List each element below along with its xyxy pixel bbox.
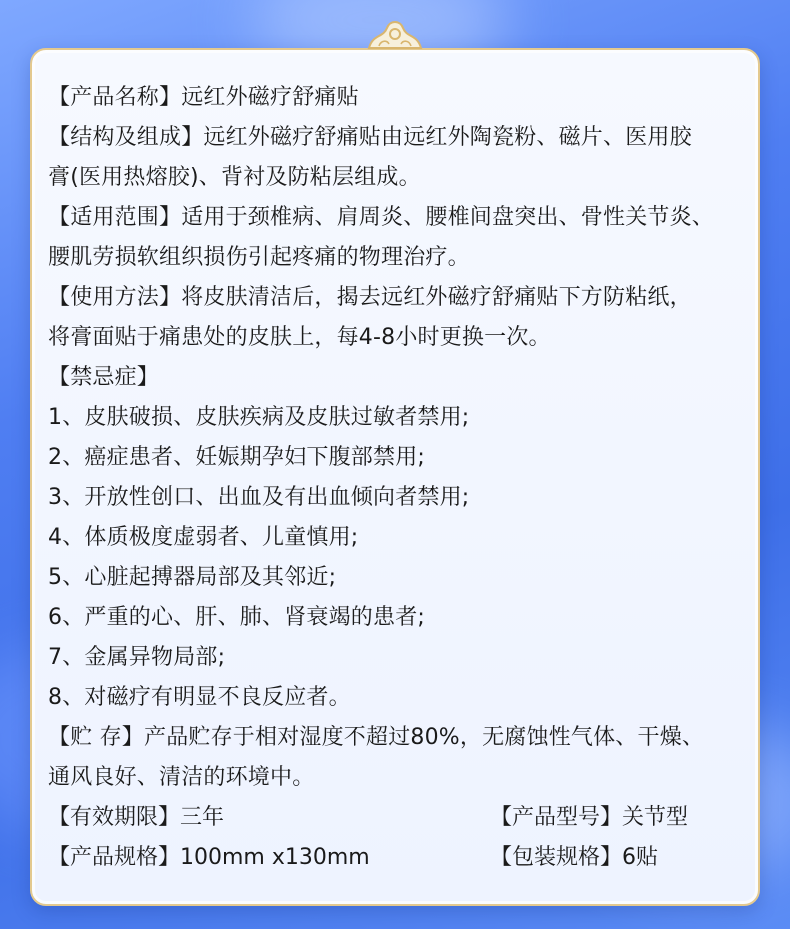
scope-line-2: 腰肌劳损软组织损伤引起疼痛的物理治疗。 <box>48 245 470 270</box>
contraindications-heading: 【禁忌症】 <box>48 365 160 390</box>
storage-line-2: 通风良好、清洁的环境中。 <box>48 765 315 790</box>
contraindication-item: 5、心脏起搏器局部及其邻近; <box>48 565 337 590</box>
package-spec: 【包装规格】6贴 <box>490 845 658 870</box>
contraindication-item: 3、开放性创口、出血及有出血倾向者禁用; <box>48 485 470 510</box>
product-spec: 【产品规格】100mm x130mm <box>48 845 370 870</box>
contraindication-item: 8、对磁疗有明显不良反应者。 <box>48 685 351 710</box>
ornament-icon <box>365 14 425 50</box>
contraindication-item: 6、严重的心、肝、肺、肾衰竭的患者; <box>48 605 426 630</box>
validity-period: 【有效期限】三年 <box>48 805 225 830</box>
scope-line-1: 【适用范围】适用于颈椎病、肩周炎、腰椎间盘突出、骨性关节炎、 <box>48 205 715 230</box>
contraindication-item: 2、癌症患者、妊娠期孕妇下腹部禁用; <box>48 445 426 470</box>
contraindication-item: 1、皮肤破损、皮肤疾病及皮肤过敏者禁用; <box>48 405 470 430</box>
structure-line-2: 膏(医用热熔胶)、背衬及防粘层组成。 <box>48 165 421 190</box>
structure-line-1: 【结构及组成】远红外磁疗舒痛贴由远红外陶瓷粉、磁片、医用胶 <box>48 125 692 150</box>
product-model: 【产品型号】关节型 <box>490 805 689 830</box>
product-name-line: 【产品名称】远红外磁疗舒痛贴 <box>48 85 359 110</box>
usage-line-2: 将膏面贴于痛患处的皮肤上，每4-8小时更换一次。 <box>48 325 551 350</box>
usage-line-1: 【使用方法】将皮肤清洁后，揭去远红外磁疗舒痛贴下方防粘纸， <box>48 285 692 310</box>
storage-line-1: 【贮 存】产品贮存于相对湿度不超过80%，无腐蚀性气体、干燥、 <box>48 725 705 750</box>
contraindication-item: 4、体质极度虚弱者、儿童慎用; <box>48 525 359 550</box>
contraindication-item: 7、金属异物局部; <box>48 645 226 670</box>
